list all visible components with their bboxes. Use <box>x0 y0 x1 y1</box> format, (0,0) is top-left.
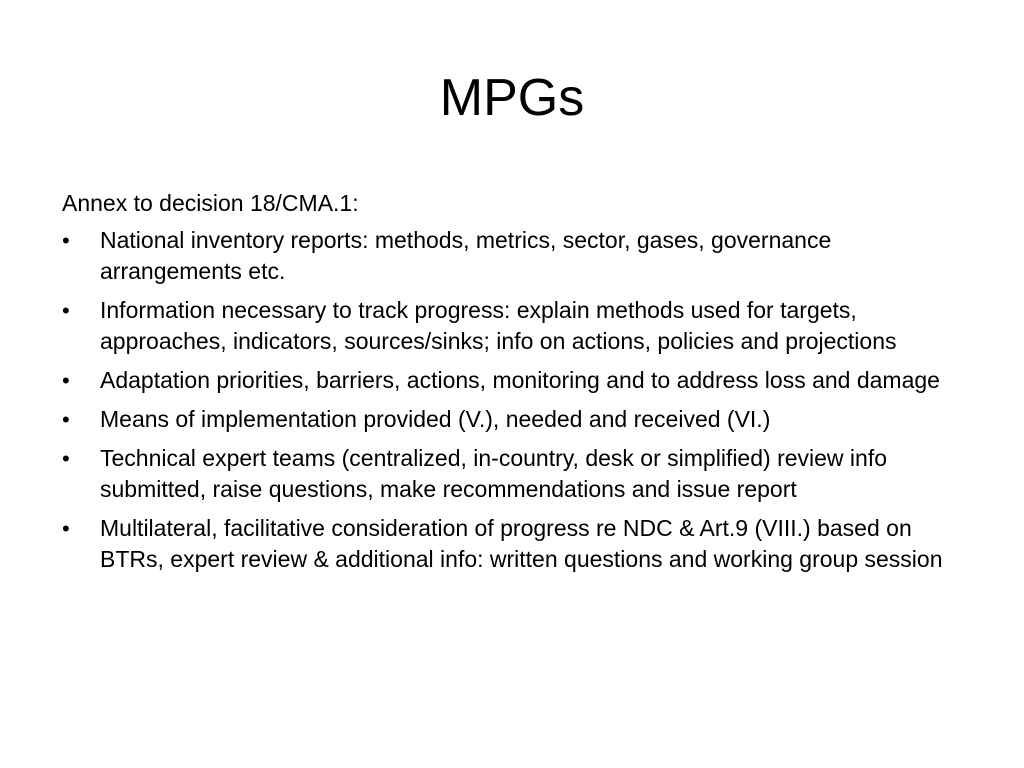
bullet-item <box>62 225 972 287</box>
intro-text: Annex to decision 18/CMA.1: <box>62 190 359 216</box>
bullet-item <box>62 513 972 575</box>
bullet-text: National inventory reports: methods, metrics, sector, gases, governance arrangements etc. <box>100 227 832 284</box>
bullet-item <box>62 365 972 396</box>
bullet-text: Multilateral, facilitative consideration of progress re NDC & Art.9 (VIII.) based on BTRs, expert review & additional info: written questions and working group session <box>100 515 943 572</box>
slide-body <box>62 188 972 583</box>
bullet-list <box>62 225 972 575</box>
slide-title: MPGs <box>439 69 585 127</box>
bullet-item <box>62 404 972 435</box>
bullet-item <box>62 295 972 357</box>
bullet-item <box>62 443 972 505</box>
bullet-text: Technical expert teams (centralized, in-country, desk or simplified) review info submitted, raise questions, make recommendations and issue report <box>100 445 887 502</box>
bullet-text: Adaptation priorities, barriers, actions, monitoring and to address loss and damage <box>100 367 940 393</box>
bullet-icon: • <box>62 368 70 393</box>
bullet-icon: • <box>62 446 70 471</box>
bullet-text: Information necessary to track progress: explain methods used for targets, approaches, indicators, sources/sinks; info on actions, policies and projections <box>100 297 897 354</box>
bullet-icon: • <box>62 298 70 323</box>
bullet-icon: • <box>62 228 70 253</box>
bullet-icon: • <box>62 407 70 432</box>
bullet-icon: • <box>62 516 70 541</box>
bullet-text: Means of implementation provided (V.), needed and received (VI.) <box>100 406 771 432</box>
